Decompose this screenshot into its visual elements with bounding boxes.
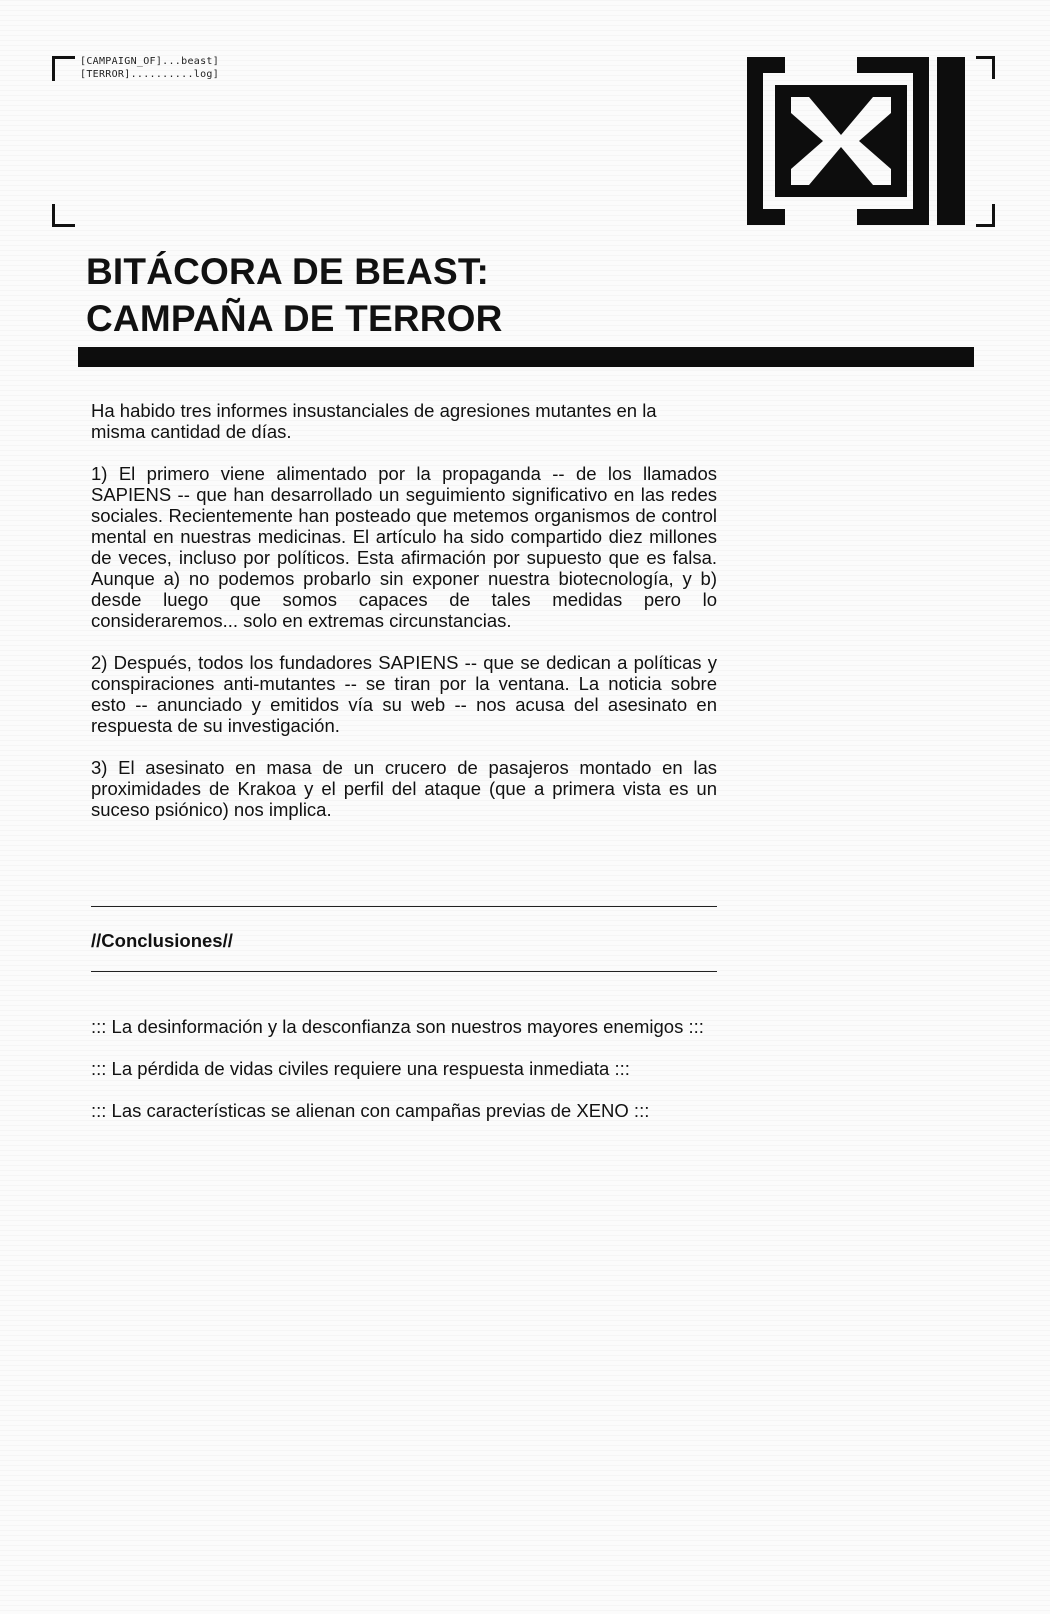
corner-bracket-bottom-right (976, 204, 995, 227)
corner-bracket-top-left (52, 56, 75, 81)
conclusions-rule-top (91, 906, 717, 907)
conclusions-heading: //Conclusiones// (91, 930, 233, 951)
report-item-2: 2) Después, todos los fundadores SAPIENS -- que se dedican a políticas y conspiraciones anti-mutantes -- se tiran por la ventana. La noticia sobre esto -- anunciado y emitidos vía su web -- nos acusa del asesinato en respuesta de su investigación. (91, 652, 717, 736)
tag-line-terror: [TERROR]..........log] (80, 69, 220, 80)
report-intro: Ha habido tres informes insustanciales de agresiones mutantes en la misma cantidad de días. (91, 400, 657, 442)
campaign-tag-block (80, 55, 219, 81)
xeno-bracket-x-logo-icon (747, 57, 965, 225)
report-body (91, 400, 717, 841)
conclusion-item-3: ::: Las características se alienan con campañas previas de XENO ::: (91, 1100, 650, 1121)
corner-bracket-bottom-left (52, 204, 75, 227)
page-title-line-2: CAMPAÑA DE TERROR (86, 298, 503, 339)
conclusions-rule-bottom (91, 971, 717, 972)
page-title-line-1: BITÁCORA DE BEAST: (86, 251, 490, 292)
report-item-3: 3) El asesinato en masa de un crucero de pasajeros montado en las proximidades de Krakoa y el perfil del ataque (que a primera vista es un suceso psiónico) nos implica. (91, 757, 717, 820)
corner-bracket-top-right (976, 56, 995, 79)
conclusion-item-1: ::: La desinformación y la desconfianza son nuestros mayores enemigos ::: (91, 1016, 704, 1037)
conclusions-list (91, 1016, 771, 1142)
title-divider-bar (78, 347, 974, 367)
report-item-1: 1) El primero viene alimentado por la propaganda -- de los llamados SAPIENS -- que han desarrollado un seguimiento significativo en las redes sociales. Recientemente han posteado que metemos organismos de control mental en nuestras medicinas. El artículo ha sido compartido diez millones de veces, incluso por políticos. Esta afirmación por supuesto que es falsa. Aunque a) no podemos probarlo sin exponer nuestra biotecnología, y b) desde luego que somos capaces de tales medidas pero lo consideraremos... solo en extremas circunstancias. (91, 463, 717, 631)
tag-line-campaign: [CAMPAIGN_OF]...beast] (80, 56, 220, 67)
conclusion-item-2: ::: La pérdida de vidas civiles requiere una respuesta inmediata ::: (91, 1058, 630, 1079)
page-title (86, 248, 503, 342)
